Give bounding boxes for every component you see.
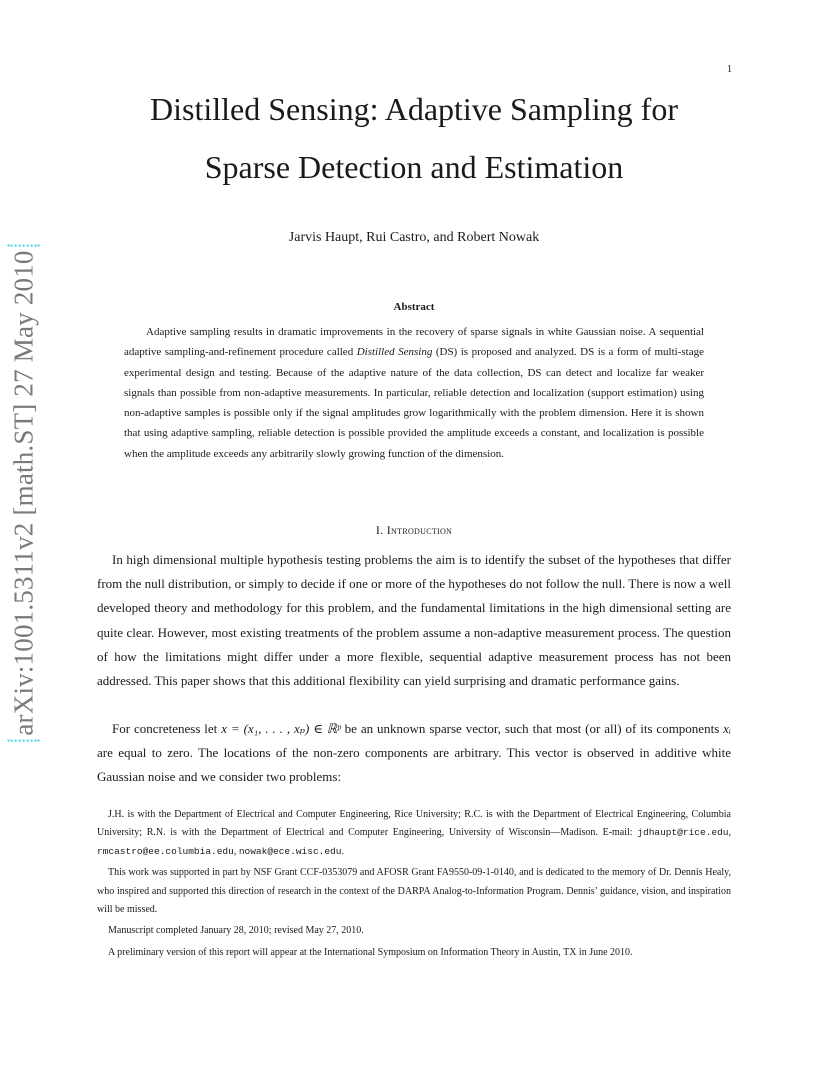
section-number: I. [375,523,384,537]
para2-part-1: For concreteness let [112,721,222,736]
footnote-affiliation: J.H. is with the Department of Electrical and Computer Engineering, Rice University; R.C. is with the Department of Electrical Engineering, Columbia University; R.N. is with the Department of Electrical and Computer Engineering, University of Wisconsin—Madison. E-mail: jdhaupt@rice.edu, rmcastro@ee.columbia.edu, nowak@ece.wisc.edu. [97,809,732,857]
arxiv-stamp [4,238,44,748]
math-vector-definition: x = (x₁, . . . , xₚ) ∈ ℝᵖ [221,721,341,736]
abstract-heading: Abstract [393,301,435,313]
para2-part-3: are equal to zero. The locations of the non-zero components are arbitrary. This vector is observed in additive white Gaussian noise and we consider two problems: [97,745,731,785]
paper-title [60,80,768,196]
title-line-1: Distilled Sensing: Adaptive Sampling for [150,91,678,127]
arxiv-stamp-text: arXiv:1001.5311v2 [math.ST] 27 May 2010 [8,244,40,741]
email-link[interactable]: rmcastro@ee.columbia.edu [97,845,234,857]
intro-paragraph-2 [97,717,731,790]
abstract-text-start: Adaptive sampling results in dramatic improvements in the recovery of sparse signals in white Gaussian noise. A sequential adaptive sampling-and-refinement procedure called [124,326,704,359]
math-component: xᵢ [723,721,731,736]
authors: Jarvis Haupt, Rui Castro, and Robert Nowak [288,230,540,245]
abstract-text [124,322,704,464]
page-number: 1 [727,64,732,75]
para2-part-2: be an unknown sparse vector, such that most (or all) of its components [340,721,724,736]
section-title: Introduction [386,523,453,537]
abstract-text-end: (DS) is proposed and analyzed. DS is a form of multi-stage experimental design and testing. Because of the adaptive nature of the data collection, DS can detect and localize far weaker signals than possible from non-adaptive measurements. In particular, reliable detection and localization (support estimation) using non-adaptive samples is possible only if the signal amplitudes grow logarithmically with the problem dimension. Here it is shown that using adaptive sampling, reliable detection is possible provided the amplitude exceeds a constant, and localization is possible when the amplitude exceeds any arbitrarily slowly growing function of the dimension. [124,346,704,460]
footnote-funding: This work was supported in part by NSF Grant CCF-0353079 and AFOSR Grant FA9550-09-1-0140, and is dedicated to the memory of Dr. Dennis Healy, who inspired and supported this direction of research in the context of the DARPA Analog-to-Information Program. Dennis’ guidance, vision, and inspiration will be missed. [97,867,731,916]
title-line-2: Sparse Detection and Estimation [204,149,624,185]
footnote-manuscript: Manuscript completed January 28, 2010; revised May 27, 2010. [108,925,364,937]
email-link[interactable]: jdhaupt@rice.edu [637,827,729,839]
section-heading [60,523,768,538]
footnote-preliminary: A preliminary version of this report will appear at the International Symposium on Information Theory in Austin, TX in June 2010. [108,946,633,958]
intro-paragraph-1: In high dimensional multiple hypothesis testing problems the aim is to identify the subset of the hypotheses that differ from the null distribution, or simply to decide if one or more of the hypotheses do not follow the null. There is now a well developed theory and methodology for this problem, and the fundamental limitations in the high dimensional setting are quite clear. However, most existing treatments of the problem assume a non-adaptive measurement process. The question of how the limitations might differ under a more flexible, sequential adaptive measurement process has not been addressed. This paper shows that this additional flexibility can yield surprising and dramatic performance gains. [97,552,731,689]
abstract-emphasis: Distilled Sensing [356,346,433,359]
affiliation-text: J.H. is with the Department of Electrical and Computer Engineering, Rice University; R.C. is with the Department of Electrical Engineering, Columbia University; R.N. is with the Department of Electrical and Computer Engineering, University of Wisconsin—Madison. E-mail: [97,809,731,839]
email-link[interactable]: nowak@ece.wisc.edu [238,845,342,857]
footnotes [97,806,731,965]
